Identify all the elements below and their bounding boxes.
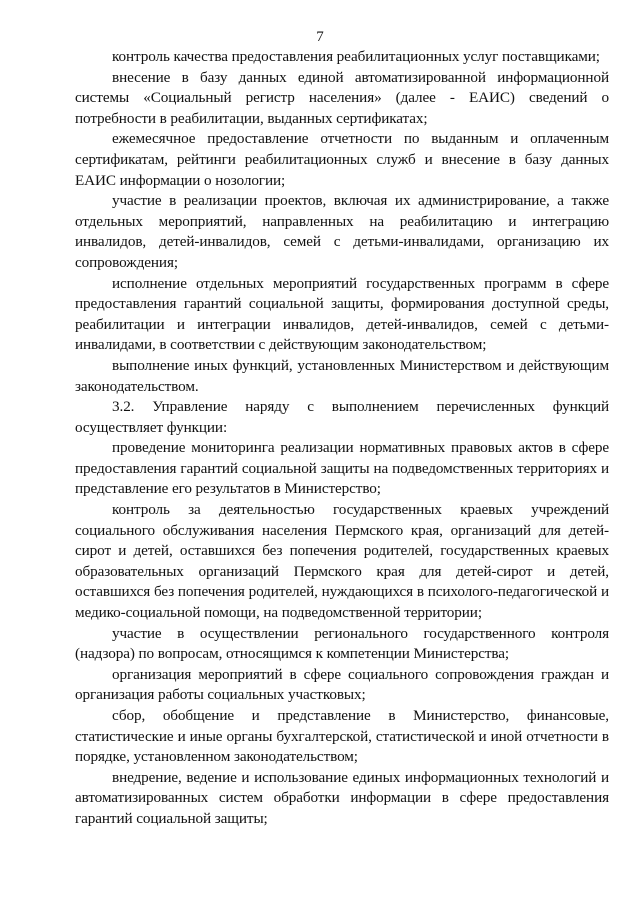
paragraph-monitoring: проведение мониторинга реализации нормативных правовых актов в сфере предоставления гарантий социальной защиты на подведомственных территориях и представление его результатов в Министерство;: [75, 439, 609, 498]
paragraph-regional-control: участие в осуществлении регионального государственного контроля (надзора) по вопросам, относящимся к компетенции Министерства;: [75, 624, 609, 663]
paragraph-quality-control: контроль качества предоставления реабилитационных услуг поставщиками;: [112, 48, 600, 65]
page-number: 7: [316, 29, 324, 45]
paragraph-eais-entry: внесение в базу данных единой автоматизированной информационной системы «Социальный регистр населения» (далее - ЕАИС) сведений о потребности в реабилитации, выданных сертификатах;: [75, 68, 609, 127]
document-body: [75, 47, 609, 830]
paragraph-projects-participation: участие в реализации проектов, включая их администрирование, а также отдельных мероприятий, направленных на реабилитацию и интеграцию инвалидов, детей-инвалидов, семей с детьми-инвалидами, организацию их сопровождения;: [75, 192, 609, 271]
paragraph-monthly-reporting: ежемесячное предоставление отчетности по выданным и оплаченным сертификатам, рейтинги реабилитационных служб и внесение в базу данных ЕАИС информации о нозологии;: [75, 130, 609, 189]
paragraph-social-support: организация мероприятий в сфере социального сопровождения граждан и организация работы социальных участковых;: [75, 665, 609, 704]
paragraph-reporting-collection: сбор, обобщение и представление в Министерство, финансовые, статистические и иные органы бухгалтерской, статистической и иной отчетности в порядке, установленном законодательством;: [75, 707, 609, 766]
paragraph-institutions-control: контроль за деятельностью государственных краевых учреждений социального обслуживания населения Пермского края, организаций для детей-сирот и детей, оставшихся без попечения родителей, государственных краевых образовательных организаций Пермского края для детей-сирот и детей, оставшихся без попечения родителей, нуждающихся в психолого-педагогической и медико-социальной помощи, на подведомственной территории;: [75, 501, 609, 622]
paragraph-section-3-2: 3.2. Управление наряду с выполнением перечисленных функций осуществляет функции:: [75, 398, 609, 436]
paragraph-state-programs: исполнение отдельных мероприятий государственных программ в сфере предоставления гарантий социальной защиты, формирования доступной среды, реабилитации и интеграции инвалидов, детей-инвалидов, семей с детьми-инвалидами, в соответствии с действующим законодательством;: [75, 274, 609, 354]
paragraph-other-functions: выполнение иных функций, установленных Министерством и действующим законодательством.: [75, 356, 609, 395]
paragraph-it-systems: внедрение, ведение и использование единых информационных технологий и автоматизированных систем обработки информации в сфере предоставления гарантий социальной защиты;: [75, 768, 609, 827]
